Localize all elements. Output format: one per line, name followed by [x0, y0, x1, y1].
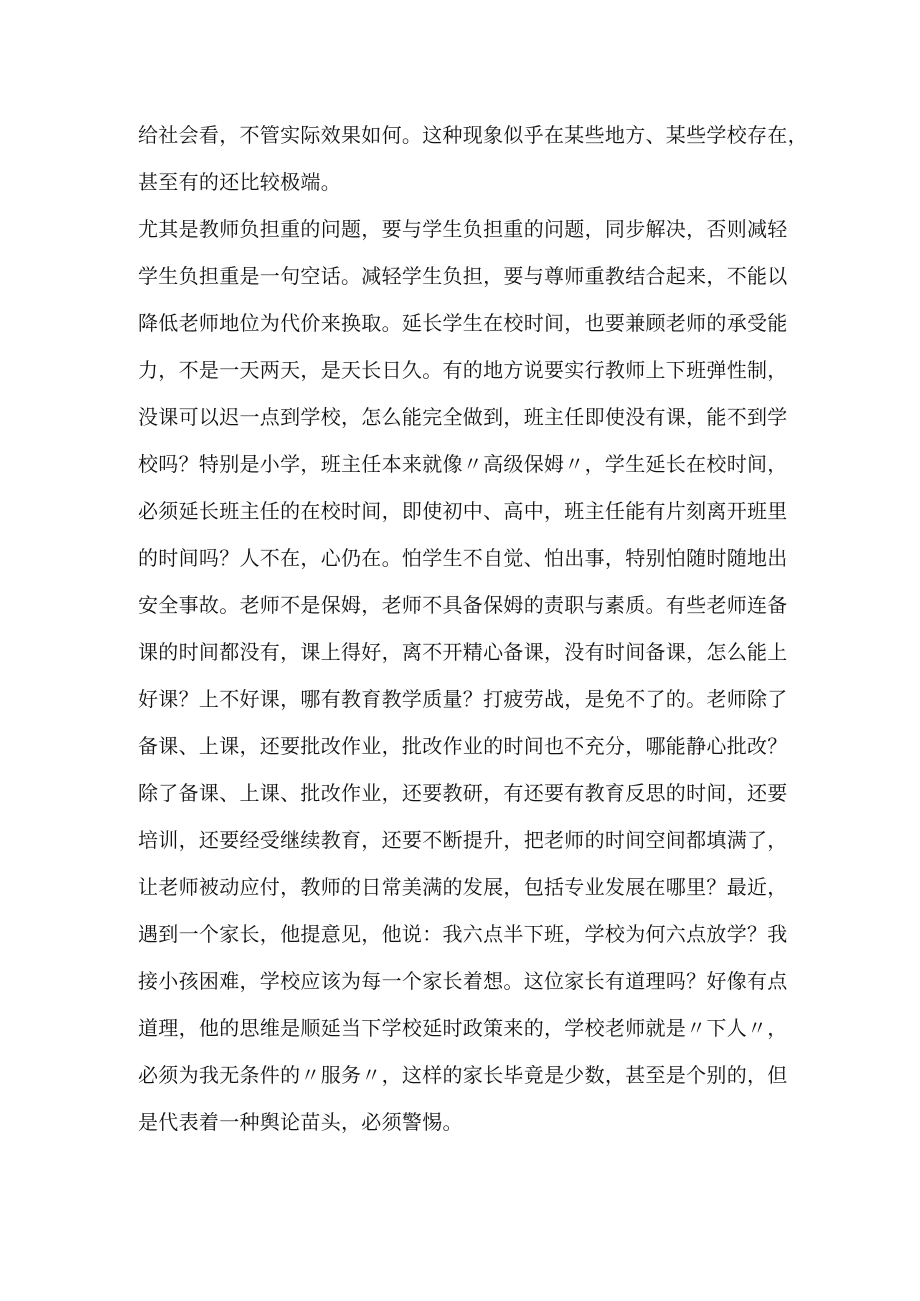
text-line: 遇到一个家长，他提意见，他说：我六点半下班，学校为何六点放学？我	[138, 922, 788, 946]
text-line: 尤其是教师负担重的问题，要与学生负担重的问题，同步解决，否则减轻	[138, 217, 788, 241]
text-line: 课的时间都没有，课上得好，离不开精心备课，没有时间备课，怎么能上	[138, 640, 788, 664]
text-line: 没课可以迟一点到学校，怎么能完全做到，班主任即使没有课，能不到学	[138, 405, 788, 429]
text-line: 降低老师地位为代价来换取。延长学生在校时间，也要兼顾老师的承受能	[138, 311, 788, 335]
text-line: 是代表着一种舆论苗头，必须警惕。	[138, 1110, 463, 1134]
text-line: 力，不是一天两天，是天长日久。有的地方说要实行教师上下班弹性制，	[138, 358, 788, 382]
text-line: 安全事故。老师不是保姆，老师不具备保姆的责职与素质。有些老师连备	[138, 593, 788, 617]
text-line: 必须延长班主任的在校时间，即使初中、高中，班主任能有片刻离开班里	[138, 499, 788, 523]
text-line: 必须为我无条件的〃服务〃，这样的家长毕竟是少数，甚至是个别的，但	[138, 1063, 788, 1087]
text-line: 好课？上不好课，哪有教育教学质量？打疲劳战，是免不了的。老师除了	[138, 687, 788, 711]
document-body	[138, 112, 838, 1146]
text-line: 培训，还要经受继续教育，还要不断提升，把老师的时间空间都填满了，	[138, 828, 788, 852]
paragraph-1	[138, 112, 838, 206]
text-line: 校吗？特别是小学，班主任本来就像〃高级保姆〃，学生延长在校时间，	[138, 452, 788, 476]
text-line: 学生负担重是一句空话。减轻学生负担，要与尊师重教结合起来，不能以	[138, 264, 788, 288]
text-line: 让老师被动应付，教师的日常美满的发展，包括专业发展在哪里？最近，	[138, 875, 788, 899]
text-line: 的时间吗？人不在，心仍在。怕学生不自觉、怕出事，特别怕随时随地出	[138, 546, 788, 570]
text-line: 道理，他的思维是顺延当下学校延时政策来的，学校老师就是〃下人〃，	[138, 1016, 788, 1040]
paragraph-2	[138, 206, 838, 1146]
text-line: 备课、上课，还要批改作业，批改作业的时间也不充分，哪能静心批改？	[138, 734, 788, 758]
text-line: 除了备课、上课、批改作业，还要教研，有还要有教育反思的时间，还要	[138, 781, 788, 805]
text-line: 接小孩困难，学校应该为每一个家长着想。这位家长有道理吗？好像有点	[138, 969, 788, 993]
text-line: 给社会看，不管实际效果如何。这种现象似乎在某些地方、某些学校存在，	[138, 123, 808, 147]
text-line: 甚至有的还比较极端。	[138, 170, 341, 194]
